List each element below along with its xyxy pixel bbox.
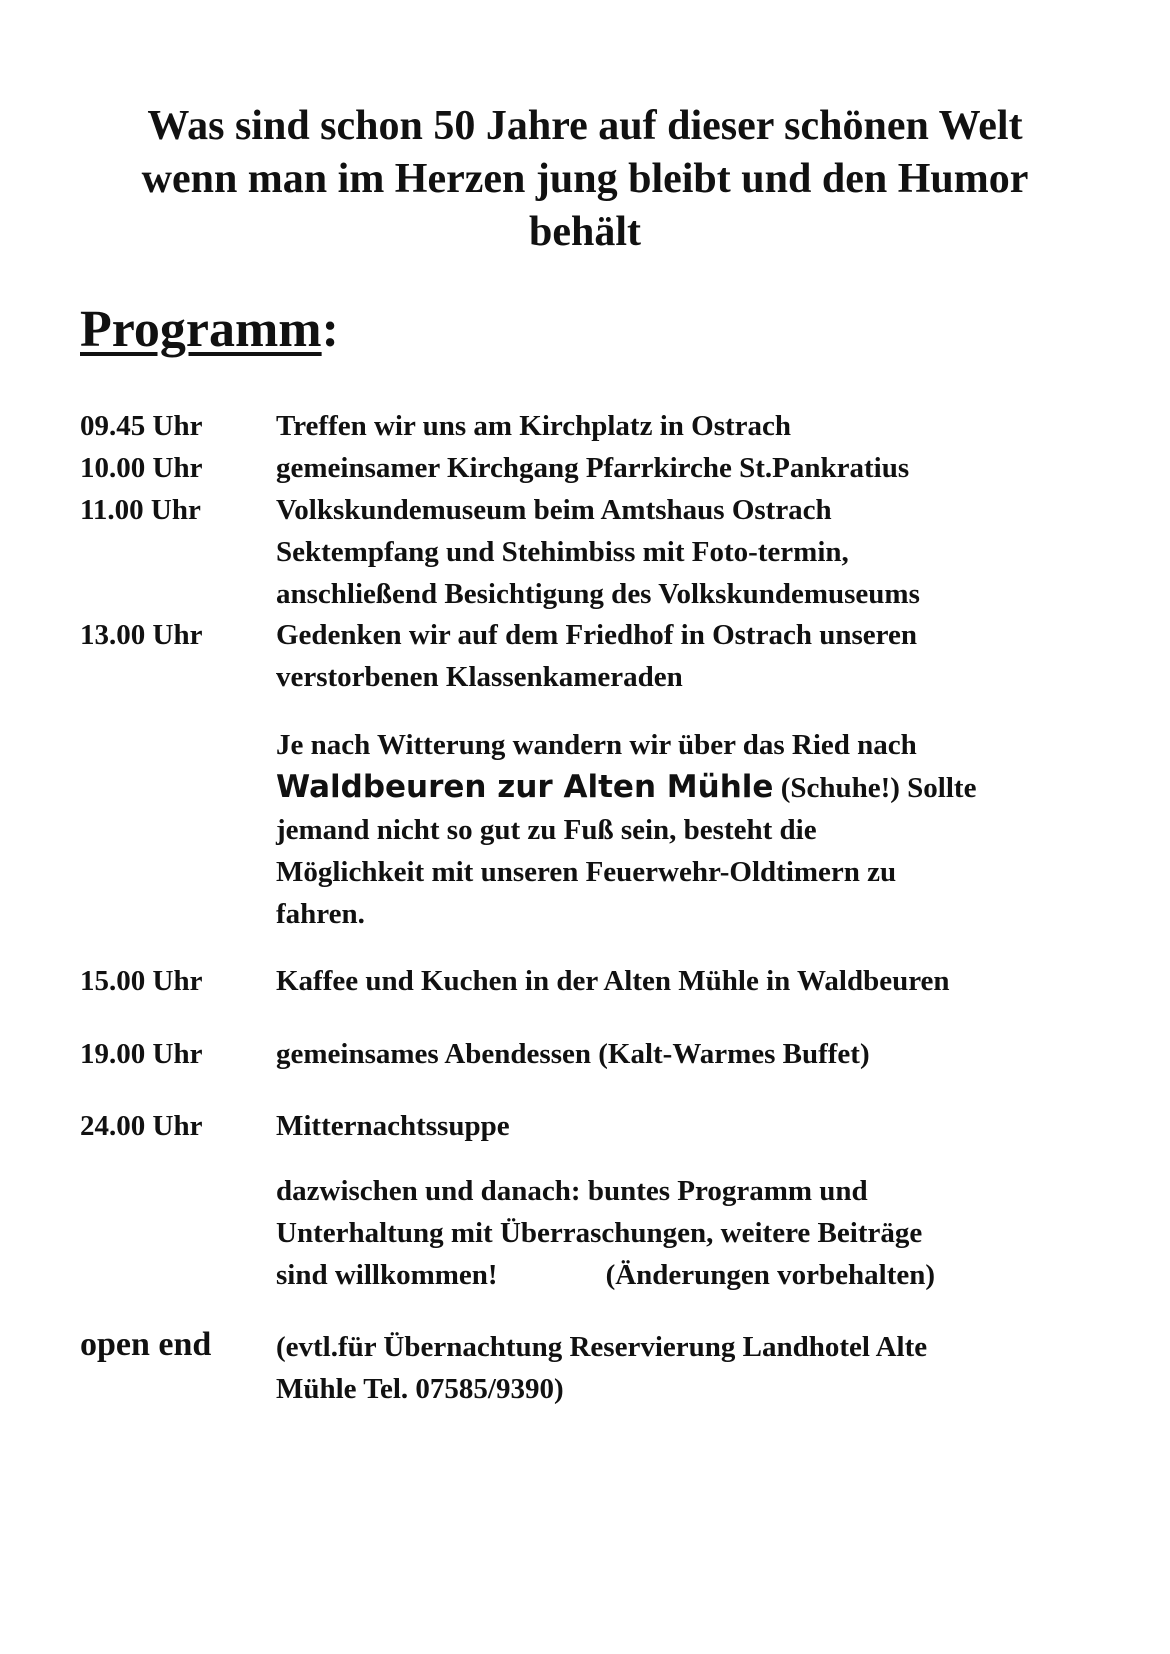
program-title-colon: : (321, 301, 339, 358)
changes-reserved-note: (Änderungen vorbehalten) (605, 1259, 936, 1291)
open-end-description (276, 1326, 1166, 1410)
between-line: Unterhaltung mit Überraschungen, weitere Beiträge (276, 1217, 923, 1249)
program-title-text: Programm (80, 301, 322, 358)
schedule-time: 10.00 Uhr (80, 452, 203, 484)
hike-line: Möglichkeit mit unseren Feuerwehr-Oldtimern zu (276, 856, 897, 888)
schedule-description (276, 447, 1166, 489)
schedule-line: verstorbenen Klassenkameraden (276, 661, 683, 693)
schedule-time: 24.00 Uhr (80, 1110, 203, 1142)
schedule-line: Treffen wir uns am Kirchplatz in Ostrach (276, 410, 792, 442)
open-end-line: Mühle Tel. 07585/9390) (276, 1373, 564, 1405)
hike-line-rest: (Schuhe!) Sollte (773, 772, 977, 804)
program-title (80, 300, 339, 360)
schedule-line: Sektempfang und Stehimbiss mit Foto-termin, (276, 536, 849, 568)
hike-line: Je nach Witterung wandern wir über das Ried nach (276, 729, 917, 761)
schedule-description (276, 405, 1166, 447)
schedule-line: Gedenken wir auf dem Friedhof in Ostrach unseren (276, 619, 917, 651)
schedule-description (276, 614, 1166, 698)
between-description (276, 1170, 1166, 1296)
headline-line-2: wenn man im Herzen jung bleibt und den Humor (141, 156, 1029, 202)
hike-description (276, 724, 1166, 935)
schedule-time: 15.00 Uhr (80, 965, 203, 997)
schedule-time: 13.00 Uhr (80, 619, 203, 651)
hike-line: fahren. (276, 898, 365, 930)
schedule-line: Volkskundemuseum beim Amtshaus Ostrach (276, 494, 832, 526)
between-line (276, 1254, 1166, 1296)
schedule-line: gemeinsamer Kirchgang Pfarrkirche St.Pankratius (276, 452, 910, 484)
schedule-time: 11.00 Uhr (80, 494, 201, 526)
headline (60, 100, 1110, 259)
schedule-description (276, 960, 1166, 1002)
hike-line: jemand nicht so gut zu Fuß sein, besteht die (276, 814, 817, 846)
hike-destination: Waldbeuren zur Alten Mühle (276, 769, 774, 805)
schedule-line: Kaffee und Kuchen in der Alten Mühle in Waldbeuren (276, 965, 950, 997)
open-end-label: open end (80, 1326, 212, 1363)
headline-line-1: Was sind schon 50 Jahre auf dieser schönen Welt (147, 103, 1023, 149)
schedule-description (276, 1033, 1166, 1075)
between-line: dazwischen und danach: buntes Programm und (276, 1175, 868, 1207)
schedule-description (276, 489, 1166, 615)
schedule-line: gemeinsames Abendessen (Kalt-Warmes Buffet) (276, 1038, 870, 1070)
hike-line (276, 766, 1166, 809)
open-end-line: (evtl.für Übernachtung Reservierung Landhotel Alte (276, 1331, 928, 1363)
schedule-line: anschließend Besichtigung des Volkskundemuseums (276, 578, 920, 610)
between-welcome: sind willkommen! (276, 1259, 498, 1291)
headline-line-3: behält (528, 209, 641, 255)
schedule-time: 09.45 Uhr (80, 410, 203, 442)
schedule-description (276, 1105, 1166, 1147)
schedule-line: Mitternachtssuppe (276, 1110, 510, 1142)
schedule-time: 19.00 Uhr (80, 1038, 203, 1070)
